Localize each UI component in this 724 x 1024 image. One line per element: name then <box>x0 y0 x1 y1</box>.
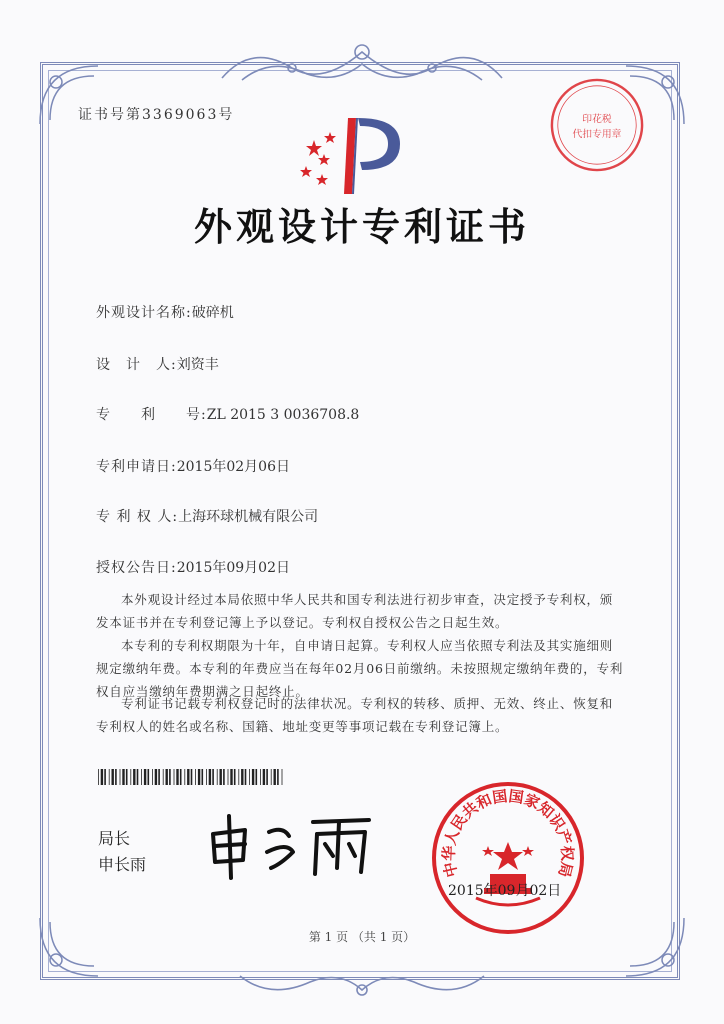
filing-date-row <box>96 456 290 476</box>
certificate-title: 外观设计专利证书 <box>193 204 530 249</box>
patentee-row <box>96 506 318 526</box>
director-title: 局长 <box>98 829 131 848</box>
grant-date-value: 2015年09月02日 <box>176 560 290 576</box>
filing-date-label: 专利申请日: <box>96 459 177 475</box>
design-name-label: 外观设计名称: <box>96 305 192 321</box>
design-name-row <box>96 302 234 322</box>
svg-text:印花税: 印花税 <box>582 114 612 126</box>
director-name: 申长雨 <box>98 855 147 874</box>
body-paragraph: 本外观设计经过本局依照中华人民共和国专利法进行初步审查，决定授予专利权，颁发本证书并在专利登记簿上予以登记。专利权自授权公告之日起生效。 <box>96 592 614 630</box>
barcode-icon <box>98 769 283 785</box>
grant-date-row <box>96 557 290 577</box>
filing-date-value: 2015年02月06日 <box>176 459 290 475</box>
certificate-number: 证书号第3369063号 <box>78 107 235 123</box>
bottom-ornament-icon <box>230 970 494 1000</box>
seal-text: 中华人民共和国国家知识产权局 <box>439 787 577 880</box>
corner-ornament-icon <box>620 912 690 982</box>
body-paragraph: 本专利的专利权期限为十年，自申请日起算。专利权人应当依照专利法及其实施细则规定缴纳年费。本专利的年费应当在每年02月06日前缴纳。未按照规定缴纳年费的，专利权自应当缴纳年费期满之日起终止。 <box>96 638 624 699</box>
designer-value: 刘资丰 <box>176 357 219 373</box>
tax-stamp-seal-icon <box>548 76 646 174</box>
director-signature-icon <box>205 812 375 880</box>
page-number: 第 1 页 （共 1 页） <box>308 930 416 944</box>
designer-label: 设 计 人: <box>96 357 177 373</box>
corner-ornament-icon <box>34 912 104 982</box>
top-ornament-icon <box>212 38 512 86</box>
patent-number-value: ZL 2015 3 0036708.8 <box>206 407 360 423</box>
patentee-label: 专 利 权 人: <box>96 509 179 525</box>
design-name-value: 破碎机 <box>191 305 234 321</box>
body-paragraph: 专利证书记载专利权登记时的法律状况。专利权的转移、质押、无效、终止、恢复和专利权人的姓名或名称、国籍、地址变更等事项记载在专利登记簿上。 <box>96 696 614 734</box>
seal-date: 2015年09月02日 <box>448 883 562 899</box>
patentee-value: 上海环球机械有限公司 <box>178 509 319 525</box>
designer-row <box>96 354 219 374</box>
cnipa-official-seal-icon <box>430 780 586 936</box>
cnipa-logo-icon <box>300 110 416 196</box>
patent-number-label: 专 利 号: <box>96 407 207 423</box>
svg-text:代扣专用章: 代扣专用章 <box>572 128 622 140</box>
grant-date-label: 授权公告日: <box>96 560 177 576</box>
patent-number-row <box>96 404 359 424</box>
